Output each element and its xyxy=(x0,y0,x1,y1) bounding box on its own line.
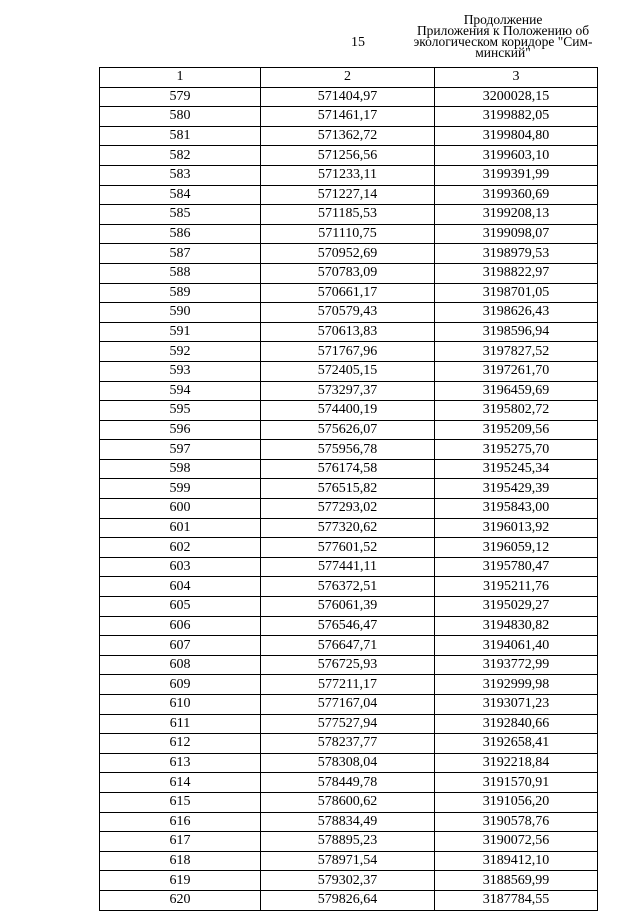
y-coordinate-cell: 3193071,23 xyxy=(435,695,598,715)
y-coordinate-cell: 3195780,47 xyxy=(435,557,598,577)
y-coordinate-cell: 3195275,70 xyxy=(435,440,598,460)
x-coordinate-cell: 578895,23 xyxy=(261,832,435,852)
table-row xyxy=(100,165,598,185)
point-number-cell: 587 xyxy=(100,244,261,264)
x-coordinate-cell: 576061,39 xyxy=(261,597,435,617)
table-row xyxy=(100,303,598,323)
y-coordinate-cell: 3198822,97 xyxy=(435,263,598,283)
x-coordinate-cell: 578971,54 xyxy=(261,851,435,871)
table-row xyxy=(100,283,598,303)
y-coordinate-cell: 3194061,40 xyxy=(435,636,598,656)
y-coordinate-cell: 3190072,56 xyxy=(435,832,598,852)
x-coordinate-cell: 576174,58 xyxy=(261,459,435,479)
table-row xyxy=(100,792,598,812)
y-coordinate-cell: 3195029,27 xyxy=(435,597,598,617)
y-coordinate-cell: 3199360,69 xyxy=(435,185,598,205)
x-coordinate-cell: 571362,72 xyxy=(261,126,435,146)
x-coordinate-cell: 570952,69 xyxy=(261,244,435,264)
y-coordinate-cell: 3195843,00 xyxy=(435,499,598,519)
y-coordinate-cell: 3195245,34 xyxy=(435,459,598,479)
y-coordinate-cell: 3196013,92 xyxy=(435,518,598,538)
point-number-cell: 586 xyxy=(100,224,261,244)
x-coordinate-cell: 577527,94 xyxy=(261,714,435,734)
x-coordinate-cell: 576372,51 xyxy=(261,577,435,597)
table-row xyxy=(100,440,598,460)
point-number-cell: 615 xyxy=(100,792,261,812)
table-row xyxy=(100,126,598,146)
x-coordinate-cell: 571256,56 xyxy=(261,146,435,166)
point-number-cell: 617 xyxy=(100,832,261,852)
x-coordinate-cell: 576515,82 xyxy=(261,479,435,499)
y-coordinate-cell: 3192218,84 xyxy=(435,753,598,773)
table-row xyxy=(100,890,598,910)
point-number-cell: 594 xyxy=(100,381,261,401)
x-coordinate-cell: 578449,78 xyxy=(261,773,435,793)
x-coordinate-cell: 572405,15 xyxy=(261,361,435,381)
point-number-cell: 604 xyxy=(100,577,261,597)
table-row xyxy=(100,871,598,891)
x-coordinate-cell: 575626,07 xyxy=(261,420,435,440)
table-row xyxy=(100,734,598,754)
point-number-cell: 585 xyxy=(100,205,261,225)
x-coordinate-cell: 577441,11 xyxy=(261,557,435,577)
point-number-cell: 592 xyxy=(100,342,261,362)
x-coordinate-cell: 573297,37 xyxy=(261,381,435,401)
x-coordinate-cell: 576546,47 xyxy=(261,616,435,636)
table-row xyxy=(100,244,598,264)
x-coordinate-cell: 570613,83 xyxy=(261,322,435,342)
y-coordinate-cell: 3199603,10 xyxy=(435,146,598,166)
point-number-cell: 579 xyxy=(100,87,261,107)
x-coordinate-cell: 578600,62 xyxy=(261,792,435,812)
point-number-cell: 580 xyxy=(100,107,261,127)
table-row xyxy=(100,812,598,832)
note-line: Продолжение xyxy=(463,12,543,27)
x-coordinate-cell: 570579,43 xyxy=(261,303,435,323)
x-coordinate-cell: 577601,52 xyxy=(261,538,435,558)
continuation-note xyxy=(408,14,598,58)
y-coordinate-cell: 3197827,52 xyxy=(435,342,598,362)
column-header-3: 3 xyxy=(435,68,598,88)
table-row xyxy=(100,538,598,558)
y-coordinate-cell: 3191570,91 xyxy=(435,773,598,793)
table-row xyxy=(100,401,598,421)
table-row xyxy=(100,224,598,244)
point-number-cell: 601 xyxy=(100,518,261,538)
point-number-cell: 618 xyxy=(100,851,261,871)
x-coordinate-cell: 578237,77 xyxy=(261,734,435,754)
point-number-cell: 609 xyxy=(100,675,261,695)
y-coordinate-cell: 3192658,41 xyxy=(435,734,598,754)
y-coordinate-cell: 3189412,10 xyxy=(435,851,598,871)
point-number-cell: 616 xyxy=(100,812,261,832)
table-row xyxy=(100,499,598,519)
y-coordinate-cell: 3199804,80 xyxy=(435,126,598,146)
table-row xyxy=(100,714,598,734)
x-coordinate-cell: 576725,93 xyxy=(261,655,435,675)
y-coordinate-cell: 3192999,98 xyxy=(435,675,598,695)
point-number-cell: 598 xyxy=(100,459,261,479)
table-row xyxy=(100,773,598,793)
x-coordinate-cell: 579826,64 xyxy=(261,890,435,910)
point-number-cell: 602 xyxy=(100,538,261,558)
x-coordinate-cell: 571110,75 xyxy=(261,224,435,244)
point-number-cell: 612 xyxy=(100,734,261,754)
column-header-1: 1 xyxy=(100,68,261,88)
y-coordinate-cell: 3198626,43 xyxy=(435,303,598,323)
x-coordinate-cell: 574400,19 xyxy=(261,401,435,421)
table-row xyxy=(100,361,598,381)
point-number-cell: 606 xyxy=(100,616,261,636)
point-number-cell: 611 xyxy=(100,714,261,734)
x-coordinate-cell: 571227,14 xyxy=(261,185,435,205)
point-number-cell: 614 xyxy=(100,773,261,793)
y-coordinate-cell: 3192840,66 xyxy=(435,714,598,734)
point-number-cell: 595 xyxy=(100,401,261,421)
point-number-cell: 600 xyxy=(100,499,261,519)
table-row xyxy=(100,87,598,107)
y-coordinate-cell: 3195429,39 xyxy=(435,479,598,499)
point-number-cell: 589 xyxy=(100,283,261,303)
x-coordinate-cell: 571233,11 xyxy=(261,165,435,185)
table-row xyxy=(100,753,598,773)
table-row xyxy=(100,459,598,479)
table-row xyxy=(100,577,598,597)
y-coordinate-cell: 3195211,76 xyxy=(435,577,598,597)
x-coordinate-cell: 571185,53 xyxy=(261,205,435,225)
table-body xyxy=(100,87,598,910)
y-coordinate-cell: 3199391,99 xyxy=(435,165,598,185)
column-header-2: 2 xyxy=(261,68,435,88)
y-coordinate-cell: 3195209,56 xyxy=(435,420,598,440)
table-row xyxy=(100,655,598,675)
point-number-cell: 597 xyxy=(100,440,261,460)
table-row xyxy=(100,636,598,656)
point-number-cell: 596 xyxy=(100,420,261,440)
y-coordinate-cell: 3198596,94 xyxy=(435,322,598,342)
point-number-cell: 613 xyxy=(100,753,261,773)
x-coordinate-cell: 571404,97 xyxy=(261,87,435,107)
y-coordinate-cell: 3187784,55 xyxy=(435,890,598,910)
table-row xyxy=(100,420,598,440)
point-number-cell: 582 xyxy=(100,146,261,166)
x-coordinate-cell: 578308,04 xyxy=(261,753,435,773)
table-row xyxy=(100,597,598,617)
table-row xyxy=(100,675,598,695)
point-number-cell: 619 xyxy=(100,871,261,891)
point-number-cell: 590 xyxy=(100,303,261,323)
y-coordinate-cell: 3190578,76 xyxy=(435,812,598,832)
table-row xyxy=(100,263,598,283)
x-coordinate-cell: 576647,71 xyxy=(261,636,435,656)
table-row xyxy=(100,205,598,225)
x-coordinate-cell: 575956,78 xyxy=(261,440,435,460)
table-row xyxy=(100,107,598,127)
note-line: минский" xyxy=(475,45,531,60)
point-number-cell: 591 xyxy=(100,322,261,342)
table-row xyxy=(100,322,598,342)
point-number-cell: 581 xyxy=(100,126,261,146)
point-number-cell: 603 xyxy=(100,557,261,577)
coordinates-table xyxy=(99,67,598,911)
y-coordinate-cell: 3195802,72 xyxy=(435,401,598,421)
y-coordinate-cell: 3197261,70 xyxy=(435,361,598,381)
table-row xyxy=(100,342,598,362)
x-coordinate-cell: 577320,62 xyxy=(261,518,435,538)
table-row xyxy=(100,146,598,166)
point-number-cell: 593 xyxy=(100,361,261,381)
table-row xyxy=(100,479,598,499)
table-row xyxy=(100,557,598,577)
y-coordinate-cell: 3196059,12 xyxy=(435,538,598,558)
x-coordinate-cell: 578834,49 xyxy=(261,812,435,832)
table-row xyxy=(100,616,598,636)
table-row xyxy=(100,851,598,871)
point-number-cell: 584 xyxy=(100,185,261,205)
y-coordinate-cell: 3199208,13 xyxy=(435,205,598,225)
point-number-cell: 607 xyxy=(100,636,261,656)
y-coordinate-cell: 3198701,05 xyxy=(435,283,598,303)
table-row xyxy=(100,832,598,852)
point-number-cell: 620 xyxy=(100,890,261,910)
y-coordinate-cell: 3198979,53 xyxy=(435,244,598,264)
x-coordinate-cell: 579302,37 xyxy=(261,871,435,891)
y-coordinate-cell: 3196459,69 xyxy=(435,381,598,401)
x-coordinate-cell: 577167,04 xyxy=(261,695,435,715)
page-number: 15 xyxy=(351,35,365,50)
y-coordinate-cell: 3199882,05 xyxy=(435,107,598,127)
y-coordinate-cell: 3191056,20 xyxy=(435,792,598,812)
table-row xyxy=(100,518,598,538)
y-coordinate-cell: 3194830,82 xyxy=(435,616,598,636)
x-coordinate-cell: 571461,17 xyxy=(261,107,435,127)
point-number-cell: 608 xyxy=(100,655,261,675)
x-coordinate-cell: 570661,17 xyxy=(261,283,435,303)
y-coordinate-cell: 3200028,15 xyxy=(435,87,598,107)
point-number-cell: 599 xyxy=(100,479,261,499)
y-coordinate-cell: 3193772,99 xyxy=(435,655,598,675)
point-number-cell: 605 xyxy=(100,597,261,617)
table-row xyxy=(100,185,598,205)
note-line: экологическом коридоре "Сим- xyxy=(413,34,593,49)
table-row xyxy=(100,695,598,715)
table-header-row xyxy=(100,68,598,88)
note-line: Приложения к Положению об xyxy=(416,23,590,38)
y-coordinate-cell: 3199098,07 xyxy=(435,224,598,244)
point-number-cell: 588 xyxy=(100,263,261,283)
point-number-cell: 610 xyxy=(100,695,261,715)
x-coordinate-cell: 570783,09 xyxy=(261,263,435,283)
x-coordinate-cell: 577211,17 xyxy=(261,675,435,695)
point-number-cell: 583 xyxy=(100,165,261,185)
x-coordinate-cell: 577293,02 xyxy=(261,499,435,519)
table-row xyxy=(100,381,598,401)
x-coordinate-cell: 571767,96 xyxy=(261,342,435,362)
y-coordinate-cell: 3188569,99 xyxy=(435,871,598,891)
